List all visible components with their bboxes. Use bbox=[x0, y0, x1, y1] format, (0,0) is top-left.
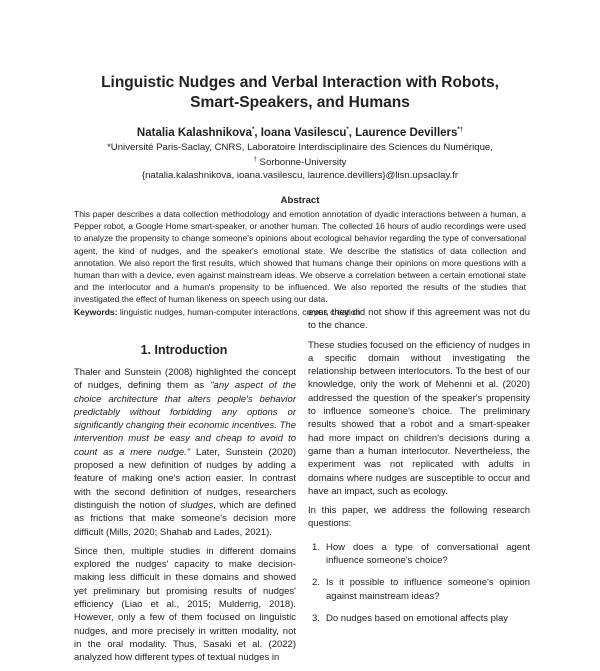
title-line-1: Linguistic Nudges and Verbal Interaction with Robots, bbox=[101, 74, 499, 91]
affiliation-mark: † bbox=[253, 157, 257, 164]
left-column bbox=[74, 366, 296, 671]
intro-paragraph-1 bbox=[74, 366, 296, 539]
abstract-body bbox=[74, 208, 526, 318]
author-2: Ioana Vasilescu bbox=[260, 127, 347, 139]
question-number: 2. bbox=[312, 577, 320, 589]
question-text: How does a type of conversational agent influence someone's choice? bbox=[326, 541, 530, 567]
affiliation-line-2 bbox=[0, 154, 600, 169]
question-text: Is it possible to influence someone's opinion against mainstream ideas? bbox=[326, 577, 530, 602]
p1-text-a: Thaler and Sunstein (2008) highlighted the concept of nudges, defining them as bbox=[74, 367, 296, 392]
keywords-text: linguistic nudges, human-computer interactions, corpus creation bbox=[117, 306, 361, 317]
abstract-heading: Abstract bbox=[280, 195, 320, 206]
author-3-mark: *† bbox=[457, 127, 464, 134]
abstract-text: This paper describes a data collection methodology and emotion annotation of dyadic interactions between a human, a Pepper robot, a Google Home smart-speaker, or another human. The collected 16 hours of audio recordings were used to analyze the propensity to change someone's opinions about ecological behavior regarding the type of conversational agent, the kind of nudges, and the speaker's emotional state. We describe the statistics of data collection and annotation. We also report the first results, which showed that humans change their opinions on more questions with a human than with a device, even against mainstream ideas. We observe a correlation between a certain emotional state and the interlocutor and a human's propensity to be influenced. We also reported the results of the studies that investigated the effect of human likeness on speech using our data. bbox=[74, 209, 526, 305]
p1-text-c: , which are defined as frictions that make someone's decision more difficult (Mills, 2020; Shahab and Lades, 2021). bbox=[74, 499, 296, 538]
author-2-mark: * bbox=[346, 127, 349, 134]
author-separator: , bbox=[254, 127, 261, 139]
p1-sludges-term: sludges bbox=[180, 499, 214, 511]
question-text: Do nudges based on emotional affects play bbox=[326, 612, 509, 624]
author-list bbox=[0, 127, 600, 139]
intro-paragraph-2-continued: ever, they did not show if this agreement was not du to the chance. bbox=[308, 307, 530, 332]
author-1: Natalia Kalashnikova bbox=[136, 127, 252, 139]
research-question-2 bbox=[308, 576, 530, 603]
author-emails: {natalia.kalashnikova, ioana.vasilescu, laurence.devillers}@lisn.upsaclay.fr bbox=[141, 169, 459, 181]
author-3: Laurence Devillers bbox=[355, 127, 458, 139]
title-line-2: Smart-Speakers, and Humans bbox=[190, 94, 410, 111]
paper-title bbox=[0, 73, 600, 113]
question-number: 1. bbox=[312, 541, 320, 553]
intro-paragraph-2: Since then, multiple studies in different domains explored the nudges' capacity to make decision-making less difficult in these domains and showed yet preliminary but promising results of nudges' efficiency (Liao et al., 2015; Mulderrig, 2018). However, only a few of them focused on linguistic nudges, and more precisely in written modality, not in the oral modality. Thus, Sasaki et al. (2022) analyzed how different types of textual nudges in bbox=[74, 545, 296, 664]
p1-nudge-definition-quote: "any aspect of the choice architecture that alters people's behavior predictably without forbidding any options or significantly changing their economic incentives. The intervention must be easy and cheap to avoid to count as a mere nudge." bbox=[74, 380, 297, 458]
right-column bbox=[308, 306, 530, 625]
author-separator: , bbox=[348, 127, 356, 139]
keywords-label: Keywords: bbox=[74, 306, 118, 317]
affiliations bbox=[0, 142, 600, 182]
p1-text-b: Later, Sunstein (2020) proposed a new definition of nudges by adding a feature of making one's action easier. In contrast with the second definition of nudges, researchers distinguish the notion of bbox=[74, 446, 296, 511]
research-question-3 bbox=[308, 612, 530, 625]
research-question-1 bbox=[308, 541, 530, 568]
author-1-mark: * bbox=[251, 127, 255, 134]
affiliation-line-1: *Université Paris-Saclay, CNRS, Laboratoire Interdisciplinaire des Sciences du Numérique, bbox=[107, 142, 493, 153]
intro-paragraph-4: In this paper, we address the following research questions: bbox=[308, 505, 530, 530]
question-number: 3. bbox=[312, 612, 320, 624]
intro-paragraph-3: These studies focused on the efficiency of nudges in a specific domain without investigating the relationship between interlocutors. To the best of our knowledge, only the work of Mehenni et al. (2020) addressed the question of the speaker's propensity to influence someone's choice. The preliminary results showed that a robot and a smart-speaker had more impact on children's decisions during a game than a human interlocutor. Nevertheless, the experiment was not replicated with adults in domains where nudges are susceptible to occur and have an impact, such as ecology. bbox=[308, 339, 530, 497]
affiliation-name: Sorbonne-University bbox=[256, 157, 347, 169]
section-heading-introduction: 1. Introduction bbox=[140, 343, 228, 357]
